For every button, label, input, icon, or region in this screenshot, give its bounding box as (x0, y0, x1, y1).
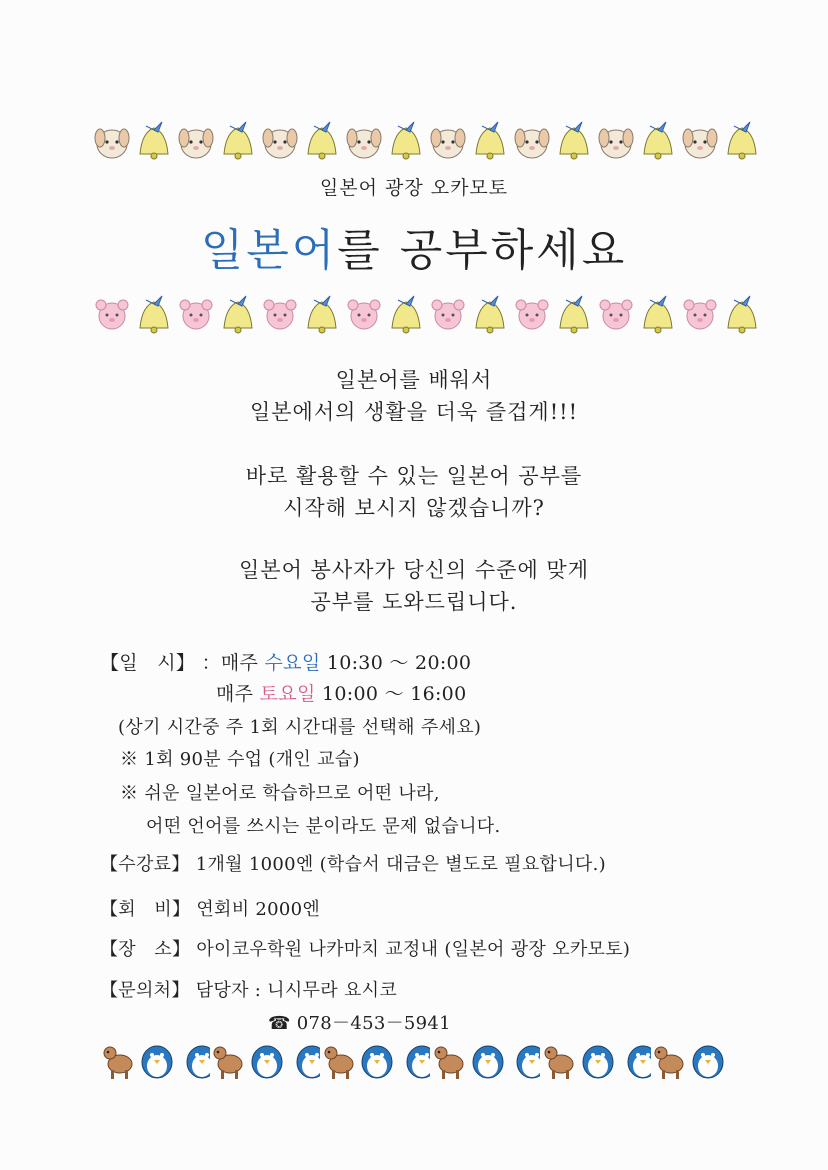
schedule-note-language-2: 어떤 언어를 쓰시는 분이라도 문제 없습니다. (146, 816, 501, 837)
intro-paragraph-1 (0, 364, 828, 428)
sheep-icon (512, 114, 552, 162)
bear-icon (512, 288, 552, 336)
top-border-sheep-bells (92, 112, 732, 164)
bell-icon (216, 288, 260, 336)
schedule-weekly: 매주 (216, 683, 254, 705)
phone-number: 078－453－5941 (296, 1013, 451, 1034)
contact-value: 담당자 : 니시무라 요시코 (195, 980, 398, 1001)
penguin-icon (576, 1038, 620, 1082)
bell-icon (132, 114, 176, 162)
bell-icon (384, 114, 428, 162)
schedule-saturday: 토요일 (259, 683, 316, 705)
bear-icon (92, 288, 132, 336)
sheep-icon (596, 114, 636, 162)
bell-icon (720, 114, 764, 162)
schedule-saturday-time: 10:00 ～ 16:00 (321, 683, 467, 705)
bell-icon (468, 288, 512, 336)
intro-line: 일본어 봉사자가 당신의 수준에 맞게 (239, 558, 589, 582)
penguin-icon (510, 1038, 540, 1082)
penguin-icon (135, 1038, 179, 1082)
middle-border-bears-bells (92, 286, 732, 338)
bear-icon (428, 288, 468, 336)
fee-value: 1개월 1000엔 (학습서 대금은 별도로 필요합니다.) (195, 854, 606, 875)
schedule-label: 【일 시】 (100, 652, 196, 674)
intro-line: 바로 활용할 수 있는 일본어 공부를 (245, 464, 583, 488)
schedule-note-language: ※ 쉬운 일본어로 학습하므로 어떤 나라, (120, 783, 440, 804)
title-highlight: 일본어 (200, 225, 338, 276)
bell-icon (300, 288, 344, 336)
penguin-icon (400, 1038, 430, 1082)
place-value: 아이코우학원 나카마치 교정내 (일본어 광장 오카모토) (196, 939, 631, 960)
place-row (100, 935, 630, 961)
phone-row (268, 1009, 451, 1035)
bear-icon (260, 288, 300, 336)
intro-line: 시작해 보시지 않겠습니까? (283, 496, 545, 520)
schedule-row-wednesday (100, 648, 471, 675)
penguin-icon (621, 1038, 651, 1082)
bear-icon (344, 288, 384, 336)
sheep-icon (176, 114, 216, 162)
bell-icon (552, 114, 596, 162)
intro-line: 일본어를 배워서 (335, 368, 493, 392)
bear-icon (596, 288, 636, 336)
title-rest: 를 공부하세요 (337, 225, 628, 276)
schedule-note-lesson: ※ 1회 90분 수업 (개인 교습) (120, 749, 360, 770)
penguin-icon (290, 1038, 320, 1082)
sheep-icon (260, 114, 300, 162)
penguin-icon (355, 1038, 399, 1082)
bell-icon (552, 288, 596, 336)
bear-icon (680, 288, 720, 336)
sheep-icon (92, 114, 132, 162)
contact-row (100, 976, 397, 1002)
sheep-icon (344, 114, 384, 162)
bell-icon (132, 288, 176, 336)
schedule-wednesday-time: 10:30 ～ 20:00 (326, 652, 472, 674)
penguin-icon (180, 1038, 210, 1082)
deer-icon (321, 1038, 355, 1082)
penguin-icon (686, 1038, 730, 1082)
bell-icon (216, 114, 260, 162)
contact-label: 【문의처】 (100, 980, 190, 1001)
schedule-weekly: ：매주 (201, 652, 259, 674)
bottom-border-deer-penguins (100, 1038, 730, 1082)
intro-paragraph-3 (0, 554, 828, 618)
schedule-note: (상기 시간중 주 1회 시간대를 선택해 주세요) (118, 717, 482, 738)
schedule-row-saturday (216, 679, 466, 706)
phone-icon: ☎ (268, 1013, 291, 1034)
deer-icon (651, 1038, 685, 1082)
deer-icon (210, 1038, 244, 1082)
place-label: 【장 소】 (100, 939, 191, 960)
schedule-wednesday: 수요일 (264, 652, 321, 674)
bear-icon (176, 288, 216, 336)
intro-line: 일본에서의 생활을 더욱 즐겁게!!! (249, 400, 579, 424)
organization-name: 일본어 광장 오카모토 (319, 177, 509, 199)
page-title (0, 214, 828, 278)
sheep-icon (680, 114, 720, 162)
membership-label: 【회 비】 (100, 899, 191, 920)
bell-icon (720, 288, 764, 336)
membership-value: 연회비 2000엔 (196, 899, 321, 920)
intro-paragraph-2 (0, 460, 828, 524)
fee-label: 【수강료】 (100, 854, 190, 875)
fee-row (100, 850, 606, 876)
bell-icon (636, 288, 680, 336)
deer-icon (541, 1038, 575, 1082)
membership-row (100, 895, 320, 921)
penguin-icon (245, 1038, 289, 1082)
bell-icon (468, 114, 512, 162)
intro-line: 공부를 도와드립니다. (310, 590, 518, 614)
deer-icon (100, 1038, 134, 1082)
penguin-icon (466, 1038, 510, 1082)
bell-icon (384, 288, 428, 336)
deer-icon (431, 1038, 465, 1082)
sheep-icon (428, 114, 468, 162)
bell-icon (300, 114, 344, 162)
bell-icon (636, 114, 680, 162)
